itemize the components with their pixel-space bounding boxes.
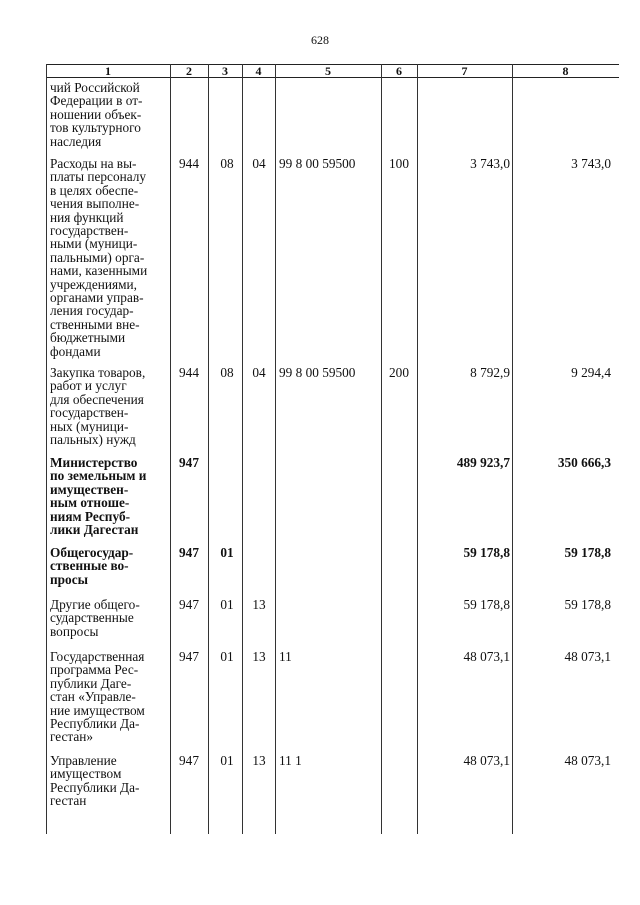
cell-amount-7: 59 178,8 [463, 545, 510, 560]
cell-amount-7: 48 073,1 [463, 753, 510, 768]
row-name-line: ственные во- [50, 558, 129, 574]
cell-code-2: 947 [179, 455, 199, 470]
row-name-line: Республики Да- [50, 716, 140, 732]
row-name-line: ными (муници- [50, 236, 138, 252]
cell-code-4: 13 [252, 597, 266, 612]
column-divider [512, 64, 513, 834]
header-col-5: 5 [325, 64, 331, 78]
row-name-line: в целях обеспе- [50, 182, 139, 198]
row-name-line: Министерство [50, 455, 138, 470]
column-divider [381, 64, 382, 834]
row-name-line: просы [50, 571, 88, 587]
header-col-4: 4 [255, 64, 262, 78]
row-name-line: пальных) нужд [50, 432, 136, 448]
cell-amount-8: 350 666,3 [557, 455, 611, 470]
cell-code-6: 200 [389, 365, 409, 380]
cell-code-3: 08 [220, 365, 234, 380]
cell-amount-8: 48 073,1 [564, 753, 611, 768]
cell-code-2: 947 [179, 597, 199, 612]
cell-code-2: 947 [179, 545, 199, 560]
row-name-line: лики Дагестан [50, 522, 139, 538]
row-name-line: ным отноше- [50, 495, 130, 511]
row-name [50, 650, 168, 744]
row-name-line: Управление [50, 753, 117, 768]
row-name-line: имуществом [50, 766, 122, 782]
row-name-line: наследия [50, 133, 102, 149]
page-number: 628 [311, 33, 329, 47]
row-name-line: ственными вне- [50, 316, 140, 332]
cell-amount-8: 59 178,8 [564, 597, 611, 612]
row-name-line: ных (муници- [50, 418, 129, 434]
row-name-line: ниям Респуб- [50, 508, 131, 524]
column-divider [417, 64, 418, 834]
row-name-line: учреждениями, [50, 276, 137, 292]
row-name [50, 456, 168, 536]
column-divider [170, 64, 171, 834]
cell-code-4: 13 [252, 753, 266, 768]
row-name [50, 81, 168, 148]
header-col-3: 3 [222, 64, 228, 78]
row-name-line: публики Даге- [50, 675, 132, 691]
row-name-line: программа Рес- [50, 662, 139, 678]
budget-table [46, 64, 619, 834]
cell-code-3: 01 [220, 597, 234, 612]
cell-code-3: 01 [220, 753, 234, 768]
row-name-line: органами управ- [50, 290, 144, 306]
row-name-line: Республики Да- [50, 779, 140, 795]
row-name-line: гестан [50, 793, 87, 809]
header-col-7: 7 [461, 64, 468, 78]
row-name-line: стан «Управле- [50, 689, 136, 705]
cell-code-3: 08 [220, 156, 234, 171]
row-name-line: фондами [50, 343, 101, 359]
cell-code-2: 944 [179, 365, 199, 380]
row-name-line: гестан» [50, 729, 94, 745]
cell-code-4: 04 [252, 365, 266, 380]
row-name-line: государствен- [50, 405, 129, 421]
row-name-line: работ и услуг [50, 378, 127, 394]
cell-code-5: 11 1 [279, 753, 302, 768]
cell-amount-7: 59 178,8 [463, 597, 510, 612]
row-name-line: ления государ- [50, 303, 134, 319]
row-name-line: вопросы [50, 623, 99, 639]
row-name [50, 598, 168, 638]
row-name-line: по земельным и [50, 468, 147, 484]
cell-amount-8: 48 073,1 [564, 649, 611, 664]
cell-amount-8: 3 743,0 [571, 156, 611, 171]
row-name-line: сударственные [50, 610, 134, 626]
row-name-line: чения выполне- [50, 196, 140, 212]
column-divider [46, 64, 47, 834]
header-col-8: 8 [562, 64, 569, 78]
cell-code-4: 04 [252, 156, 266, 171]
row-name-line: ния функций [50, 209, 124, 225]
cell-code-5: 11 [279, 649, 292, 664]
cell-amount-7: 8 792,9 [470, 365, 510, 380]
row-name-line: ношении объек- [50, 106, 142, 122]
cell-code-4: 13 [252, 649, 266, 664]
column-divider [242, 64, 243, 834]
cell-amount-7: 489 923,7 [456, 455, 510, 470]
row-name-line: чий Российской [50, 80, 140, 95]
row-name [50, 366, 168, 446]
row-name [50, 157, 168, 358]
row-name-line: ние имуществом [50, 702, 145, 718]
cell-code-5: 99 8 00 59500 [279, 156, 356, 171]
cell-amount-7: 48 073,1 [463, 649, 510, 664]
cell-amount-8: 9 294,4 [571, 365, 611, 380]
row-name-line: тов культурного [50, 120, 141, 136]
column-divider [275, 64, 276, 834]
cell-code-2: 944 [179, 156, 199, 171]
cell-code-5: 99 8 00 59500 [279, 365, 356, 380]
cell-amount-8: 59 178,8 [564, 545, 611, 560]
row-name-line: Общегосудар- [50, 545, 134, 560]
cell-amount-7: 3 743,0 [470, 156, 510, 171]
cell-code-2: 947 [179, 649, 199, 664]
row-name [50, 754, 168, 808]
header-col-2: 2 [186, 64, 192, 78]
row-name-line: для обеспечения [50, 391, 144, 407]
row-name-line: Закупка товаров, [50, 365, 146, 380]
column-divider [208, 64, 209, 834]
row-name-line: платы персоналу [50, 169, 147, 185]
row-name [50, 546, 168, 586]
row-name-line: нами, казенными [50, 263, 148, 279]
row-name-line: Расходы на вы- [50, 156, 137, 171]
row-name-line: государствен- [50, 223, 129, 239]
cell-code-6: 100 [389, 156, 409, 171]
row-name-line: пальными) орга- [50, 249, 145, 265]
cell-code-3: 01 [220, 545, 234, 560]
row-name-line: имуществен- [50, 481, 129, 497]
cell-code-2: 947 [179, 753, 199, 768]
row-name-line: бюджетными [50, 330, 126, 346]
row-name-line: Государственная [50, 649, 145, 664]
row-name-line: Федерации в от- [50, 93, 143, 109]
row-name-line: Другие общего- [50, 597, 140, 612]
cell-code-3: 01 [220, 649, 234, 664]
header-col-1: 1 [105, 64, 111, 78]
header-col-6: 6 [396, 64, 402, 78]
